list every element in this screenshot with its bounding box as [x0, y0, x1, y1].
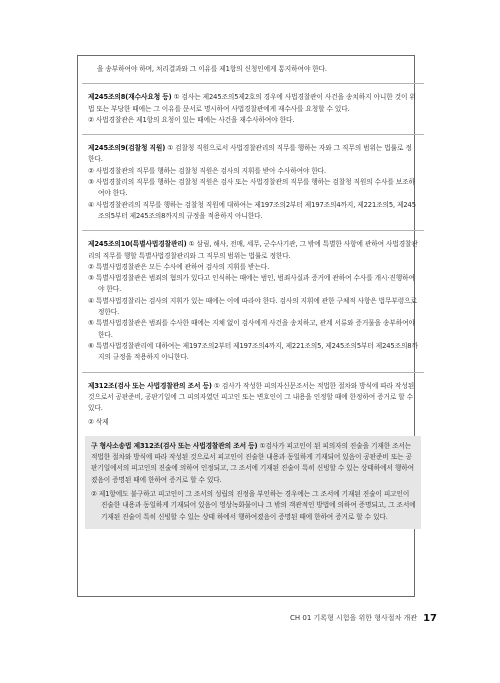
old-law-paragraph: ② 제1항에도 불구하고 피고인이 그 조서의 성립의 진정을 부인하는 경우에는 그 조서에 기재된 진술이 피고인이 진술한 내용과 동일하게 기재되어 있음이 영상녹화물이나 그 밖의 객관적인 방법에 의하여 증명되고, 그 조서에 기재된 진술이 특히 신빙할 수 있는 상태 하에서 행하여졌음이 증명된 때에 한하여 증거로 할 수 있다. — [91, 489, 416, 521]
section-divider — [82, 83, 424, 84]
page-footer — [290, 612, 470, 624]
article-paragraph: ② 삭제 — [88, 418, 109, 427]
section-divider — [82, 372, 424, 373]
article-312 — [88, 381, 418, 429]
article-paragraph: ⑤ 특별사법경찰관은 범죄를 수사한 때에는 지체 없이 검사에게 사건을 송치하고, 관계 서류와 증거물을 송부하여야 한다. — [88, 319, 415, 339]
article-title: 제312조(검사 또는 사법경찰관의 조서 등) — [88, 381, 212, 390]
old-law-title: 구 형사소송법 제312조(검사 또는 사법경찰관의 조서 등) — [91, 441, 258, 450]
article-paragraph: ② 사법경찰관의 직무를 행하는 검찰청 직원은 검사의 지휘를 받아 수사하여야 한다. — [88, 166, 327, 175]
article-paragraph: ① 검사는 제245조의5제2호의 경우에 사법경찰관이 사건을 송치하지 아니한 것이 위법 또는 부당한 때에는 그 이유를 문서로 명시하여 사법경찰관에게 재수사를 요청할 수 있다. — [88, 93, 416, 113]
article-title: 제245조의10(특별사법경찰관리) — [88, 240, 187, 249]
statute-text-body — [88, 64, 418, 529]
article-245-8 — [88, 92, 418, 126]
old-law-paragraph: ①검사가 피고인이 된 피의자의 진술을 기재한 조서는 적법한 절차와 방식에 따라 작성된 것으로서 피고인이 진술한 내용과 동일하게 기재되어 있음이 공판준비 또는 공판기일에서의 피고인의 진술에 의하여 인정되고, 그 조서에 기재된 진술이 특히 신빙할 수 있는 상태하에서 행하여졌음이 증명된 때에 한하여 증거로 할 수 있다. — [91, 441, 414, 484]
page-number: 17 — [423, 613, 437, 624]
article-title: 제245조의8(재수사요청 등) — [88, 93, 172, 102]
article-paragraph: ① 삼림, 해사, 전매, 세무, 군수사기관, 그 밖에 특별한 사항에 관하여 사법경찰관리의 직무를 행할 특별사법경찰관리와 그 직무의 범위는 법률로 정한다. — [88, 240, 418, 260]
article-paragraph: ④ 특별사법경찰리는 검사의 지휘가 있는 때에는 이에 따라야 한다. 검사의 지휘에 관한 구체적 사항은 법무부령으로 정한다. — [88, 296, 417, 317]
old-law-box — [85, 436, 421, 529]
article-paragraph: ④ 사법경찰관리의 직무를 행하는 검찰청 직원에 대하여는 제197조의2부터 제197조의4까지, 제221조의5, 제245조의5부터 제245조의8까지의 규정을 적용하지 아니한다. — [88, 200, 416, 220]
section-divider — [82, 230, 424, 231]
article-245-10 — [88, 239, 418, 363]
article-paragraph: ② 특별사법경찰관은 모든 수사에 관하여 검사의 지휘를 받는다. — [88, 262, 270, 271]
article-245-9 — [88, 143, 418, 222]
article-title: 제245조의9(검찰청 직원) — [88, 144, 166, 153]
article-paragraph: ⑥ 특별사법경찰관리에 대하여는 제197조의2부터 제197조의4까지, 제221조의5, 제245조의5부터 제245조의8까지의 규정을 적용하지 아니한다. — [88, 341, 418, 362]
article-paragraph: ② 사법경찰관은 제1항의 요청이 있는 때에는 사건을 재수사하여야 한다. — [88, 115, 295, 124]
article-paragraph: ① 검사가 작성한 피의자신문조서는 적법한 절차와 방식에 따라 작성된 것으로서 공판준비, 공판기일에 그 피의자였던 피고인 또는 변호인이 그 내용을 인정할 때에 한정하여 증거로 할 수 있다. — [88, 381, 415, 413]
chapter-title: CH 01 기록형 시험을 위한 형사절차 개관 — [290, 614, 418, 622]
intro-continuation: 을 송부하여야 하며, 처리결과와 그 이유를 제1항의 신청인에게 통지하여야 한다. — [97, 65, 327, 73]
article-paragraph: ③ 특별사법경찰관은 범죄의 혐의가 있다고 인식하는 때에는 범인, 범죄사실과 증거에 관하여 수사를 개시·진행하여야 한다. — [88, 274, 415, 294]
article-paragraph: ① 검찰청 직원으로서 사법경찰관리의 직무를 행하는 자와 그 직무의 범위는 법률로 정한다. — [88, 144, 412, 164]
section-divider — [82, 134, 424, 135]
article-paragraph: ③ 사법경찰리의 직무를 행하는 검찰청 직원은 검사 또는 사법경찰관의 직무를 행하는 검찰청 직원의 수사를 보조하여야 한다. — [88, 178, 415, 198]
